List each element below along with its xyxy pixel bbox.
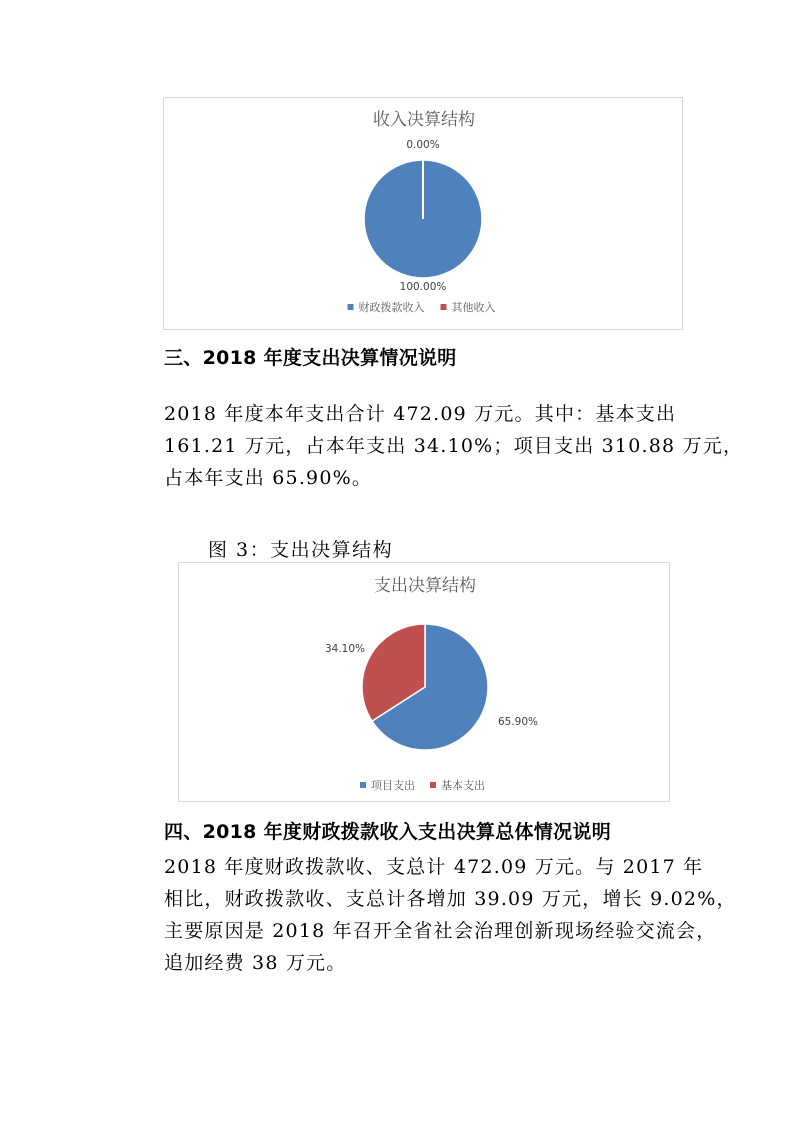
income-pie-svg <box>164 98 684 331</box>
income-structure-chart <box>163 97 683 330</box>
figure-3-caption: 图 3：支出决算结构 <box>208 539 394 561</box>
legend-label: 财政拨款收入 <box>358 301 425 314</box>
paragraph-line: 2018 年度本年支出合计 472.09 万元。其中：基本支出 <box>164 403 677 425</box>
section-4-heading: 四、2018 年度财政拨款收入支出决算总体情况说明 <box>164 821 611 843</box>
section-3-heading: 三、2018 年度支出决算情况说明 <box>164 347 457 369</box>
expenditure-structure-chart <box>178 562 670 802</box>
paragraph-line: 相比，财政拨款收、支总计各增加 39.09 万元，增长 9.02%， <box>164 888 737 910</box>
data-label: 34.10% <box>324 643 366 655</box>
chart-title: 支出决算结构 <box>374 576 476 596</box>
paragraph-line: 追加经费 38 万元。 <box>164 952 347 974</box>
legend-label: 基本支出 <box>441 779 485 792</box>
paragraph-line: 占本年支出 65.90%。 <box>164 467 373 489</box>
section-3-paragraph <box>164 398 744 494</box>
legend-swatch <box>360 782 366 788</box>
legend-label: 项目支出 <box>371 779 415 792</box>
chart-legend <box>360 778 485 792</box>
data-label: 100.00% <box>399 281 447 293</box>
legend-swatch <box>348 304 354 310</box>
paragraph-line: 161.21 万元，占本年支出 34.10%；项目支出 310.88 万元， <box>164 435 744 457</box>
paragraph-line: 2018 年度财政拨款收、支总计 472.09 万元。与 2017 年 <box>164 856 704 878</box>
chart-legend <box>348 300 496 314</box>
data-label: 0.00% <box>406 139 440 151</box>
chart-title: 收入决算结构 <box>373 110 475 130</box>
expenditure-pie-svg <box>179 563 671 803</box>
data-label: 65.90% <box>497 716 539 728</box>
legend-swatch <box>441 304 447 310</box>
paragraph-line: 主要原因是 2018 年召开全省社会治理创新现场经验交流会， <box>164 920 717 942</box>
section-4-paragraph <box>164 851 737 979</box>
legend-label: 其他收入 <box>451 301 496 314</box>
legend-swatch <box>430 782 436 788</box>
